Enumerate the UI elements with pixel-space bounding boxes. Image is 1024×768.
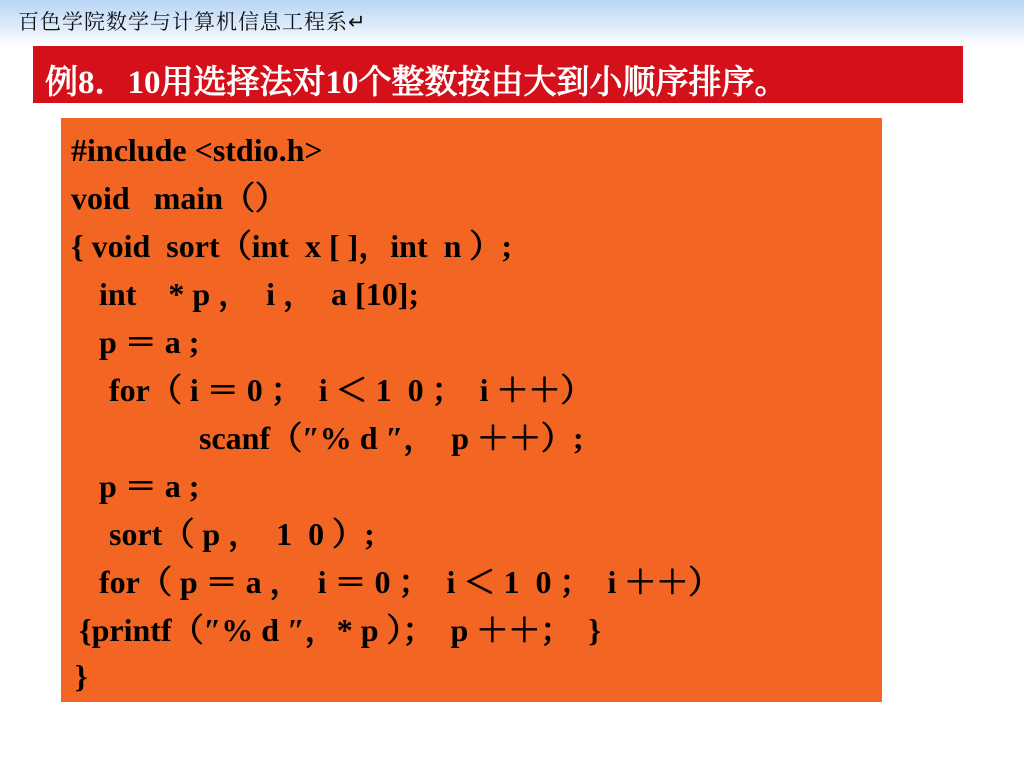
- code-line: { void sort（int x [ ]，int n ）;: [71, 228, 513, 264]
- code-line: }: [75, 658, 88, 694]
- code-line: {printf（″% d ″，* p ）； p ＋＋； }: [79, 612, 601, 648]
- slide-title: 例8．10用选择法对10个整数按由大到小顺序排序。: [45, 65, 788, 101]
- code-line: p ＝ a ;: [99, 468, 200, 504]
- code-line: for（ i ＝ 0 ； i ＜ 1 0 ； i ＋＋）: [109, 372, 593, 408]
- header-band: [0, 0, 1024, 46]
- code-line: #include <stdio.h>: [71, 132, 323, 168]
- code-line: int * p ， i ， a [10];: [99, 276, 420, 312]
- code-line: scanf（″% d ″， p ＋＋）;: [199, 420, 584, 456]
- code-line: for（ p ＝ a ， i ＝ 0 ； i ＜ 1 0 ； i ＋＋）: [99, 564, 721, 600]
- code-line: p ＝ a ;: [99, 324, 200, 360]
- code-line: sort（ p ， 1 0 ）;: [109, 516, 375, 552]
- code-panel: [61, 118, 882, 702]
- code-line: void main（）: [71, 180, 288, 216]
- header-department-label: 百色学院数学与计算机信息工程系↵: [18, 10, 367, 34]
- slide-title-box: [33, 46, 963, 103]
